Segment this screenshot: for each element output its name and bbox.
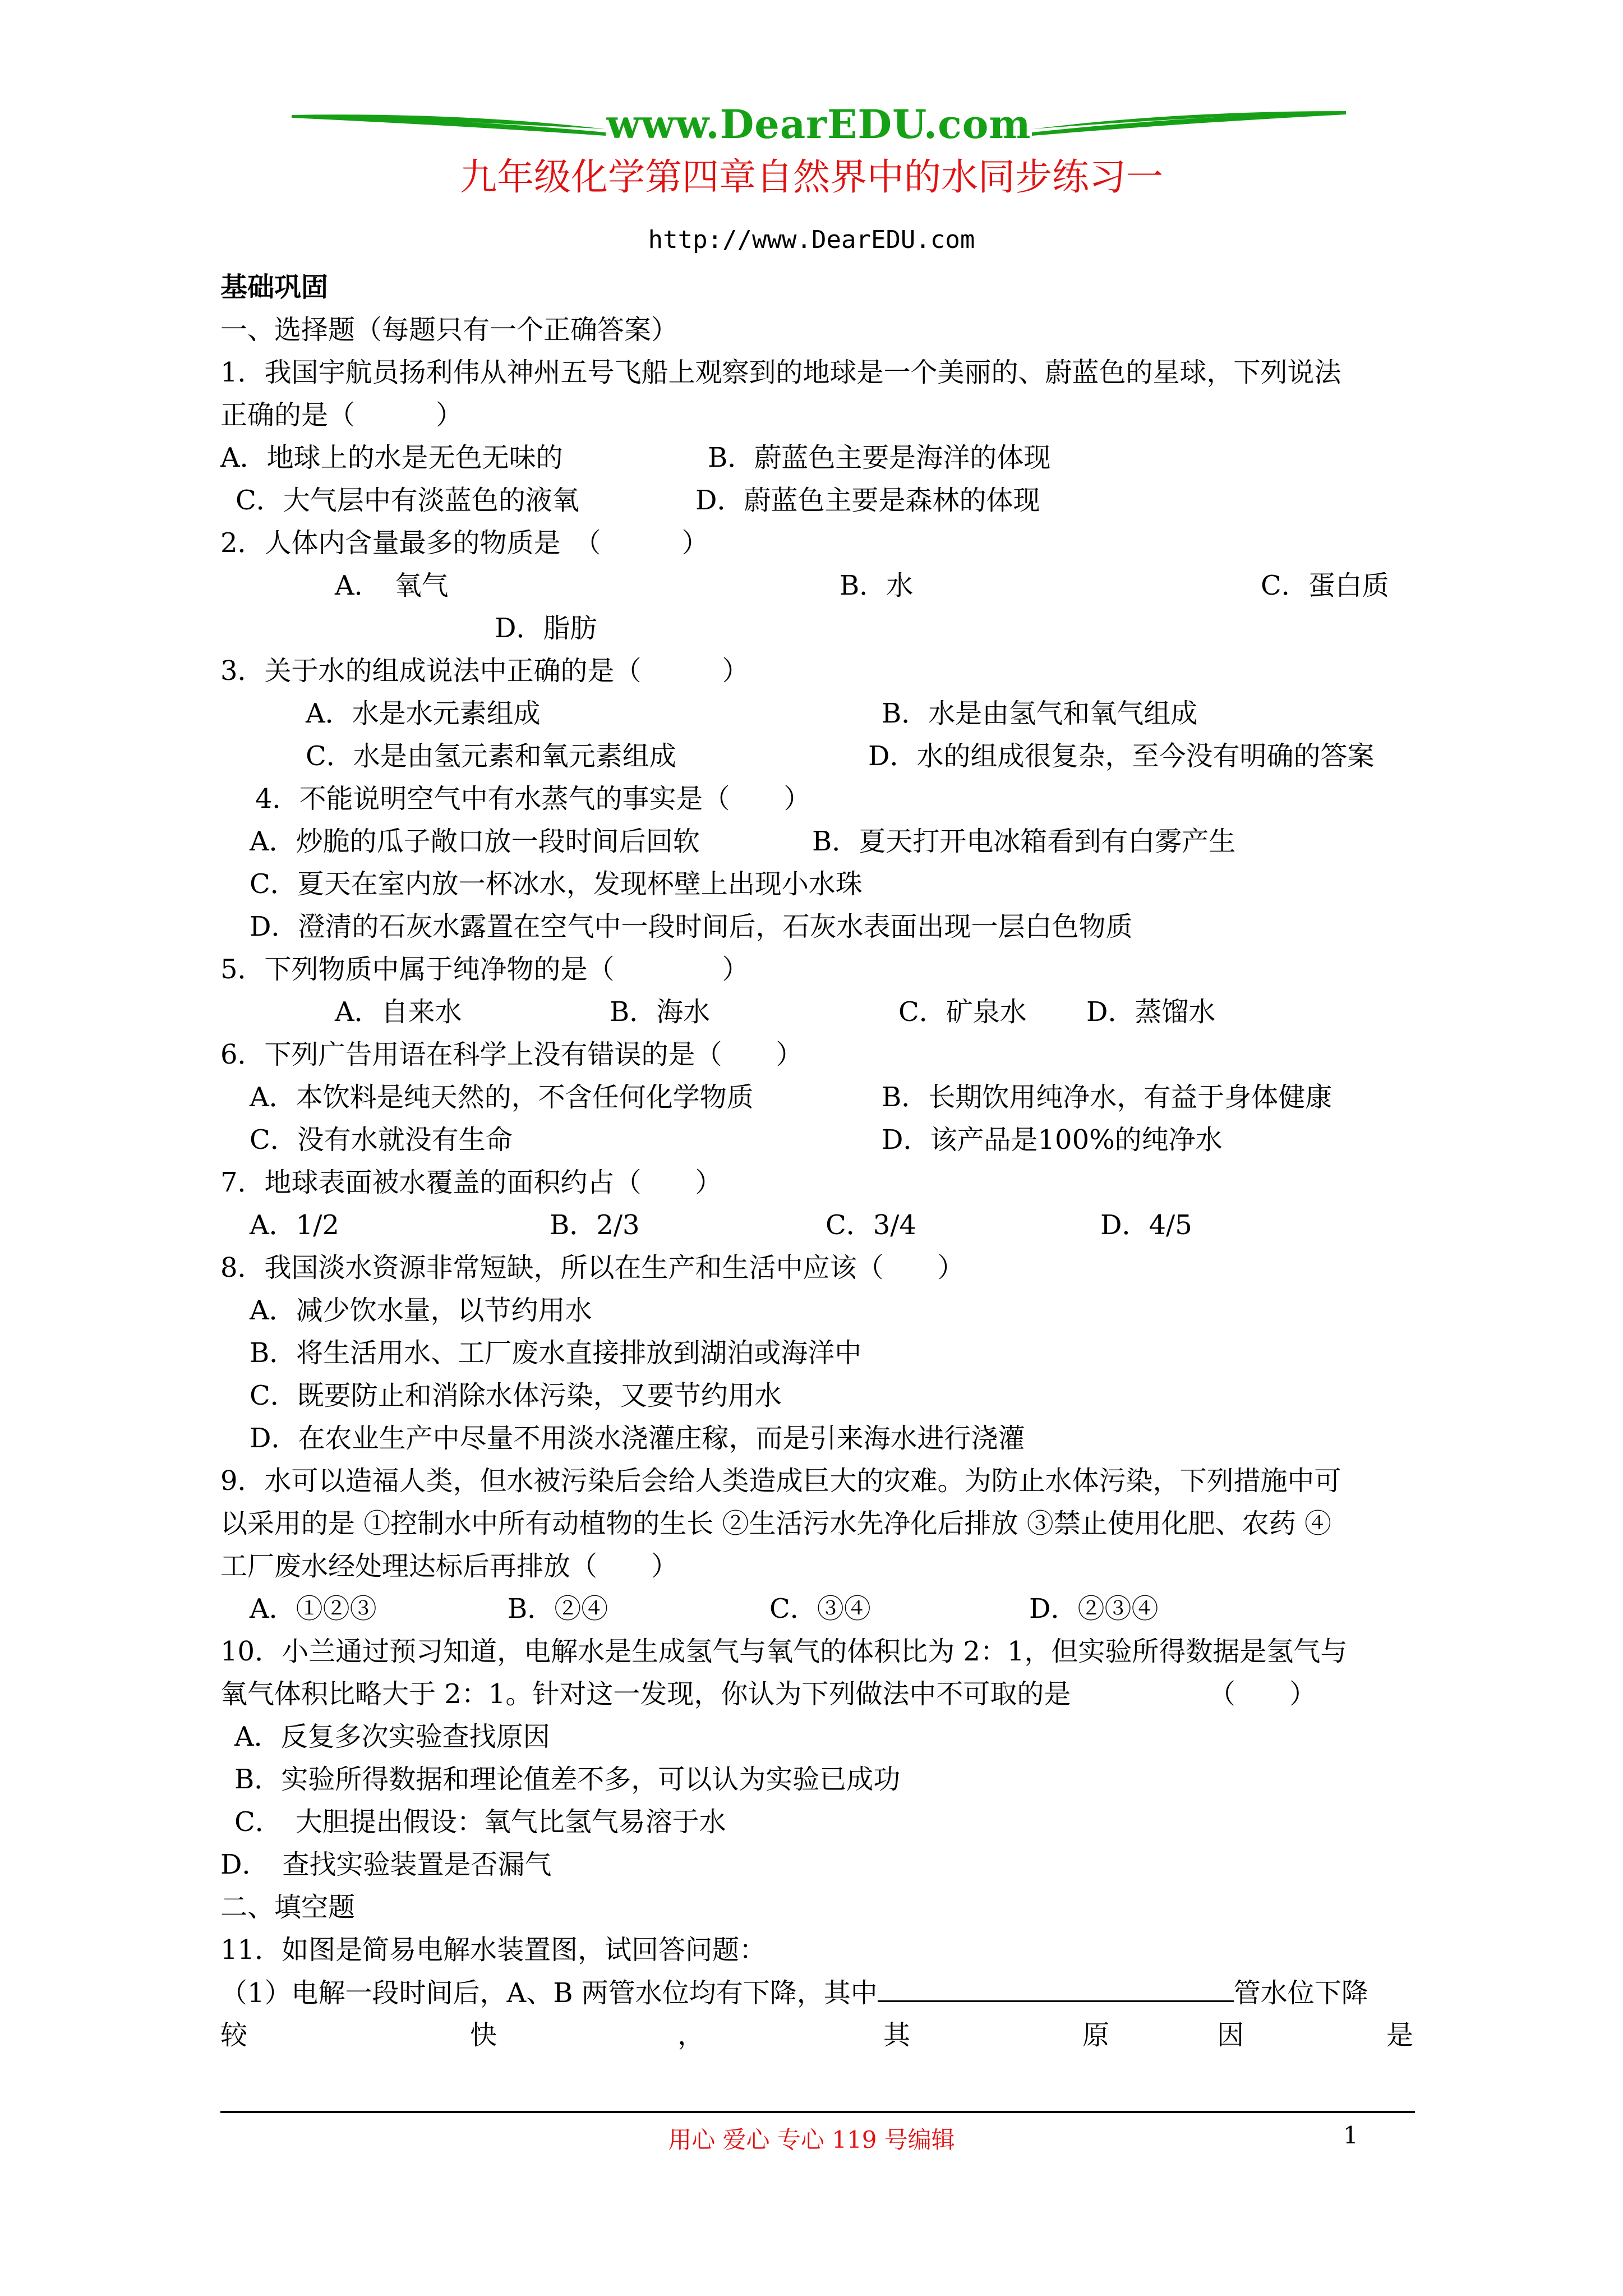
spaced-word: 较 — [220, 2019, 248, 2051]
option-text: D．蔚蓝色主要是森林的体现 — [695, 485, 1040, 516]
question-2: 2．人体内含量最多的物质是 （ ） — [220, 527, 709, 559]
option-text: C． 大胆提出假设：氧气比氢气易溶于水 — [234, 1806, 726, 1838]
option-text: C．3/4 — [826, 1209, 916, 1241]
question-9-line-3: 工厂废水经处理达标后再排放（ ） — [220, 1550, 679, 1582]
option-text: D．4/5 — [1100, 1209, 1192, 1241]
option-text: D．在农业生产中尽量不用淡水浇灌庄稼，而是引来海水进行浇灌 — [250, 1423, 1025, 1454]
option-text: A．炒脆的瓜子敞口放一段时间后回软 — [250, 826, 700, 857]
option-text: B．实验所得数据和理论值差不多，可以认为实验已成功 — [234, 1764, 901, 1795]
section-title: 二、填空题 — [220, 1892, 356, 1923]
option-text: C．没有水就没有生命 — [250, 1124, 513, 1156]
option-text: C．③④ — [769, 1593, 871, 1625]
question-9-line-1: 9．水可以造福人类，但水被污染后会给人类造成巨大的灾难。为防止水体污染，下列措施中可 — [220, 1465, 1341, 1497]
option-text: C．矿泉水 — [898, 996, 1027, 1028]
option-text: D．②③④ — [1029, 1593, 1159, 1625]
document-title: 九年级化学第四章自然界中的水同步练习一 — [460, 155, 1163, 199]
option-text: B．海水 — [610, 996, 711, 1028]
option-text: B．夏天打开电冰箱看到有白雾产生 — [812, 826, 1236, 857]
option-text: D．蒸馏水 — [1086, 996, 1216, 1028]
section-title: 一、选择题（每题只有一个正确答案） — [220, 314, 679, 346]
question-text: （1）电解一段时间后，A、B 两管水位均有下降，其中 — [220, 1977, 878, 2009]
option-text: D． 查找实验装置是否漏气 — [220, 1849, 552, 1880]
option-text: A． 氧气 — [335, 570, 449, 601]
question-7: 7．地球表面被水覆盖的面积约占（ ） — [220, 1167, 722, 1198]
answer-blank[interactable] — [878, 1976, 1234, 2002]
option-text: A．本饮料是纯天然的，不含任何化学物质 — [250, 1082, 754, 1113]
page-number: 1 — [1343, 2122, 1358, 2149]
spaced-word: 快 — [470, 2019, 497, 2051]
question-5: 5．下列物质中属于纯净物的是（ ） — [220, 954, 749, 985]
option-text: A．1/2 — [250, 1209, 339, 1241]
option-text: B．②④ — [508, 1593, 608, 1625]
option-text: C．蛋白质 — [1261, 570, 1389, 601]
spaced-word: 原 — [1082, 2019, 1110, 2051]
question-10-line-2: 氧气体积比略大于 2：1。针对这一发现，你认为下列做法中不可取的是 — [220, 1678, 1071, 1710]
option-text: D．该产品是100%的纯净水 — [882, 1124, 1223, 1156]
option-text: A．自来水 — [335, 996, 462, 1028]
option-text: B．水 — [840, 570, 914, 601]
option-text: C．大气层中有淡蓝色的液氧 — [236, 485, 579, 516]
option-text: D．水的组成很复杂，至今没有明确的答案 — [868, 740, 1375, 772]
footer-divider — [220, 2111, 1415, 2113]
option-text: A．水是水元素组成 — [306, 698, 541, 729]
question-10-line-1: 10．小兰通过预习知道，电解水是生成氢气与氧气的体积比为 2：1，但实验所得数据是氢气与 — [220, 1636, 1348, 1667]
question-text: 管水位下降 — [1233, 1977, 1368, 2009]
footer-text: 用心 爱心 专心 119 号编辑 — [668, 2126, 955, 2154]
answer-bracket: （ ） — [1209, 1678, 1317, 1710]
document-url[interactable]: http://www.DearEDU.com — [648, 226, 975, 254]
option-text: B．2/3 — [550, 1209, 640, 1241]
section-heading: 基础巩固 — [220, 272, 329, 303]
logo-text: www.DearEDU.com — [606, 101, 1031, 148]
option-text: C．夏天在室内放一杯冰水，发现杯壁上出现小水珠 — [250, 868, 863, 900]
option-text: C．既要防止和消除水体污染，又要节约用水 — [250, 1380, 782, 1411]
question-3: 3．关于水的组成说法中正确的是（ ） — [220, 655, 749, 687]
spaced-word: 是 — [1386, 2019, 1414, 2051]
option-text: A．减少饮水量，以节约用水 — [250, 1295, 592, 1326]
option-text: C．水是由氢元素和氧元素组成 — [306, 740, 676, 772]
option-text: D．脂肪 — [495, 613, 597, 644]
option-text: B．将生活用水、工厂废水直接排放到湖泊或海洋中 — [250, 1337, 862, 1369]
question-11: 11．如图是简易电解水装置图，试回答问题： — [220, 1934, 767, 1966]
option-text: A．地球上的水是无色无味的 — [220, 442, 563, 473]
spaced-word: 因 — [1217, 2019, 1244, 2051]
option-text: D．澄清的石灰水露置在空气中一段时间后，石灰水表面出现一层白色物质 — [250, 911, 1133, 942]
question-1-line-2: 正确的是（ ） — [220, 399, 463, 431]
option-text: A．①②③ — [250, 1593, 377, 1625]
option-text: A．反复多次实验查找原因 — [234, 1721, 550, 1752]
question-4: 4．不能说明空气中有水蒸气的事实是（ ） — [255, 783, 811, 815]
option-text: B．水是由氢气和氧气组成 — [882, 698, 1198, 729]
spaced-word: ， — [677, 2019, 705, 2051]
spaced-word: 其 — [883, 2019, 911, 2051]
question-9-line-2: 以采用的是 ①控制水中所有动植物的生长 ②生活污水先净化后排放 ③禁止使用化肥、农药 ④ — [220, 1508, 1332, 1539]
question-1-line-1: 1．我国宇航员扬利伟从神州五号飞船上观察到的地球是一个美丽的、蔚蓝色的星球，下列说法 — [220, 357, 1341, 388]
question-8: 8．我国淡水资源非常短缺，所以在生产和生活中应该（ ） — [220, 1252, 965, 1283]
question-11-part-1 — [220, 1976, 1368, 2010]
question-6: 6．下列广告用语在科学上没有错误的是（ ） — [220, 1039, 803, 1070]
option-text: B．蔚蓝色主要是海洋的体现 — [708, 442, 1051, 473]
option-text: B．长期饮用纯净水，有益于身体健康 — [882, 1082, 1332, 1113]
